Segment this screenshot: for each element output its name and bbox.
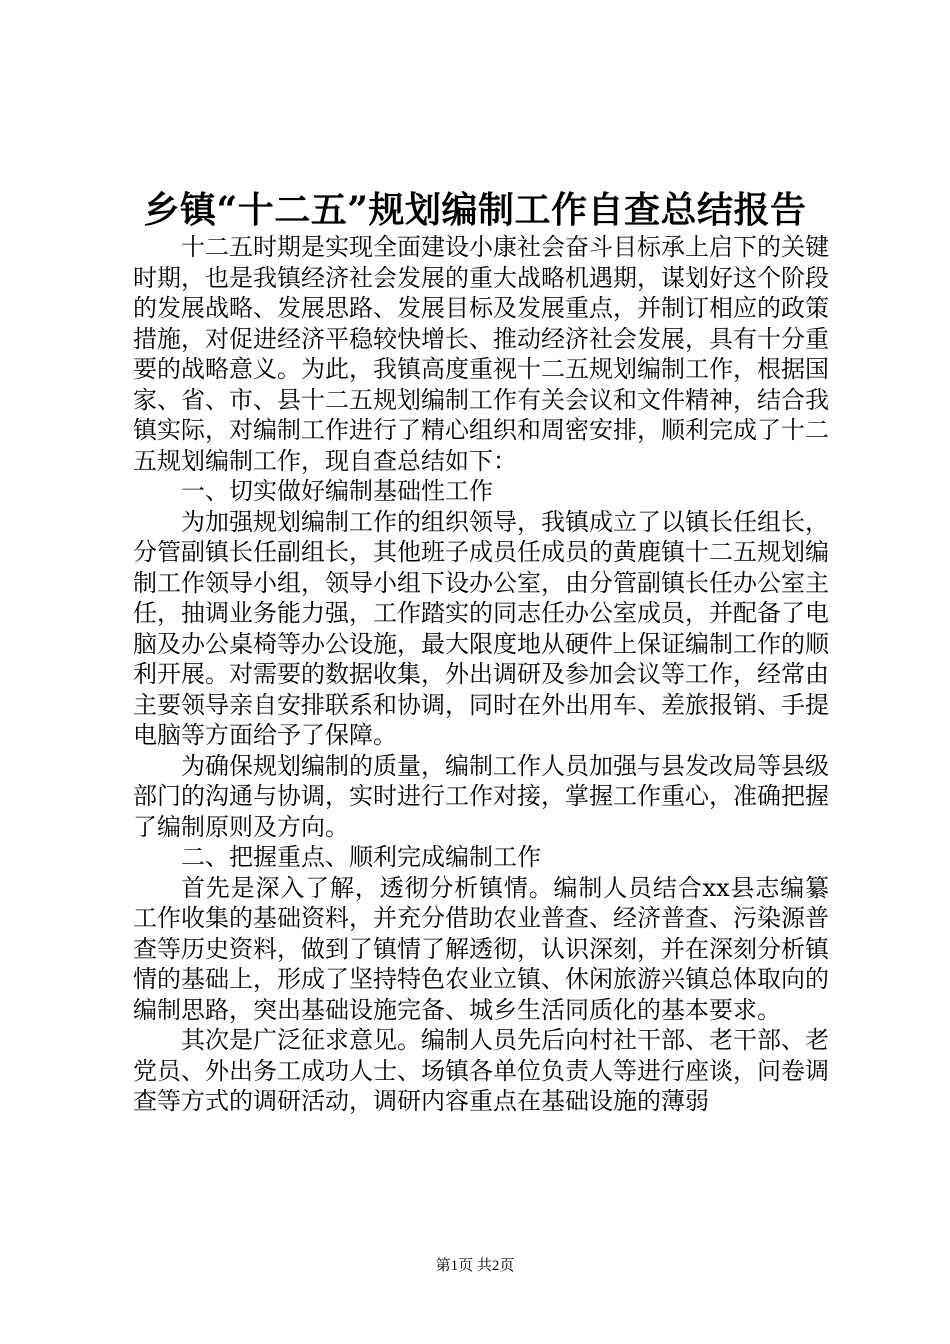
intro-paragraph: 十二五时期是实现全面建设小康社会奋斗目标承上启下的关键时期，也是我镇经济社会发展的重大战略机遇期，谋划好这个阶段的发展战略、发展思路、发展目标及发展重点，并制订相应的政策措施，对促进经济平稳较快增长、推动经济社会发展，具有十分重要的战略意义。为此，我镇高度重视十二五规划编制工作，根据国家、省、市、县十二五规划编制工作有关会议和文件精神，结合我镇实际，对编制工作进行了精心组织和周密安排，顺利完成了十二五规划编制工作，现自查总结如下： <box>133 233 829 475</box>
page-footer: 第1页 共2页 <box>435 1258 515 1274</box>
section-1-paragraph-1: 为加强规划编制工作的组织领导，我镇成立了以镇长任组长，分管副镇长任副组长，其他班子成员任成员的黄鹿镇十二五规划编制工作领导小组，领导小组下设办公室，由分管副镇长任办公室主任，抽调业务能力强，工作踏实的同志任办公室成员，并配备了电脑及办公桌椅等办公设施，最大限度地从硬件上保证编制工作的顺利开展。对需要的数据收集，外出调研及参加会议等工作，经常由主要领导亲自安排联系和协调，同时在外出用车、差旅报销、手提电脑等方面给予了保障。 <box>133 507 829 749</box>
section-2-paragraph-2: 其次是广泛征求意见。编制人员先后向村社干部、老干部、老党员、外出务工成功人士、场镇各单位负责人等进行座谈，问卷调查等方式的调研活动，调研内容重点在基础设施的薄弱 <box>133 1026 829 1115</box>
section-2-paragraph-1: 首先是深入了解，透彻分析镇情。编制人员结合xx县志编纂工作收集的基础资料，并充分借助农业普查、经济普查、污染源普查等历史资料，做到了镇情了解透彻，认识深刻，并在深刻分析镇情的基础上，形成了坚持特色农业立镇、休闲旅游兴镇总体取向的编制思路，突出基础设施完备、城乡生活同质化的基本要求。 <box>133 873 829 1024</box>
document-title: 乡镇“十二五”规划编制工作自查总结报告 <box>143 189 807 231</box>
document-body <box>133 232 829 1117</box>
section-1-paragraph-2: 为确保规划编制的质量，编制工作人员加强与县发改局等县级部门的沟通与协调，实时进行工作对接，掌握工作重心，准确把握了编制原则及方向。 <box>133 751 829 841</box>
section-heading-2: 二、把握重点、顺利完成编制工作 <box>181 843 541 871</box>
section-heading-1: 一、切实做好编制基础性工作 <box>181 477 493 505</box>
